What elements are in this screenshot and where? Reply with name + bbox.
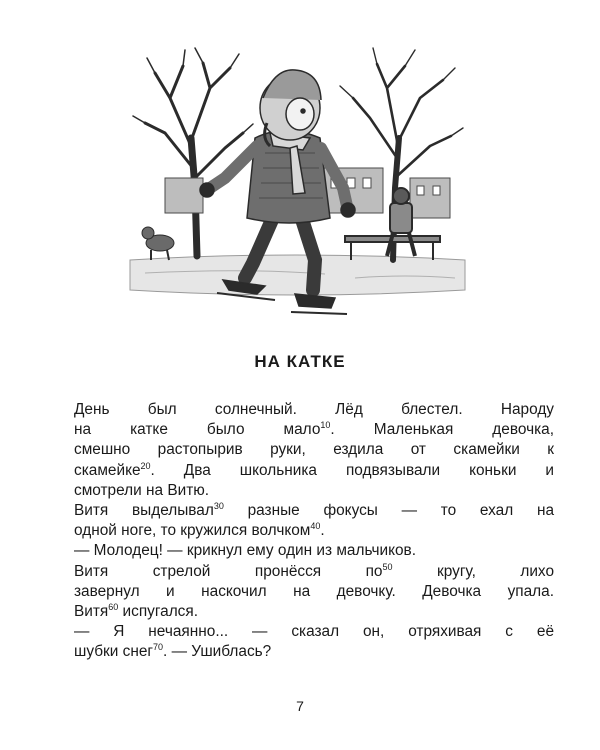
story-illustration	[125, 28, 470, 328]
story-paragraph	[56, 562, 554, 623]
tree-icon	[133, 48, 253, 256]
word-count-marker: 60	[108, 601, 119, 612]
text-line: — Я нечаянно... — сказал он, отряхивая с её	[74, 623, 554, 641]
word-count-marker: 10	[320, 420, 331, 431]
text-line: День был солнечный. Лёд блестел. Народу	[74, 401, 554, 418]
text-line: Витя$^{60}$ испугался.	[74, 601, 198, 621]
text-line: шубки снег$^{70}$. — Ушиблась?	[74, 642, 272, 661]
text-line: Витя выделывал$^{30}$ разные фокусы — то ехал на	[74, 500, 555, 520]
word-count-marker: 40	[310, 521, 321, 532]
word-count-marker: 30	[213, 500, 224, 511]
ice-rink-icon	[130, 255, 465, 295]
text-line: Витя стрелой пронёсся $по^{50}$ кругу, лихо	[74, 561, 554, 580]
child-skating-icon	[125, 28, 470, 328]
story-text	[56, 400, 554, 663]
dog-icon	[142, 227, 174, 260]
text-line: смешно растопырив руки, ездила от скамейки к	[74, 441, 554, 459]
story-title: НА КАТКЕ	[254, 352, 346, 371]
word-count-marker: 50	[382, 561, 393, 572]
text-line: завернул и наскочил на девочку. Девочка упала.	[74, 582, 554, 600]
story-paragraph	[56, 501, 554, 541]
word-count-marker: 20	[140, 460, 151, 471]
text-line: смотрели на Витю.	[74, 481, 210, 499]
page-number: 7	[296, 698, 304, 714]
word-count-marker: 70	[153, 642, 164, 653]
story-paragraph	[56, 541, 554, 561]
story-paragraph	[56, 622, 554, 662]
text-line: на катке было мало$^{10}$. Маленькая девочка,	[74, 420, 554, 439]
text-line: скамейке$^{20}$. Два школьника подвязывали коньки и	[74, 460, 554, 479]
skate-icon	[295, 294, 335, 308]
story-paragraph	[56, 400, 554, 501]
text-line: — Молодец! — крикнул ему один из мальчиков.	[74, 542, 416, 560]
text-line: одной ноге, то кружился волчком$^{40}$.	[74, 521, 325, 540]
